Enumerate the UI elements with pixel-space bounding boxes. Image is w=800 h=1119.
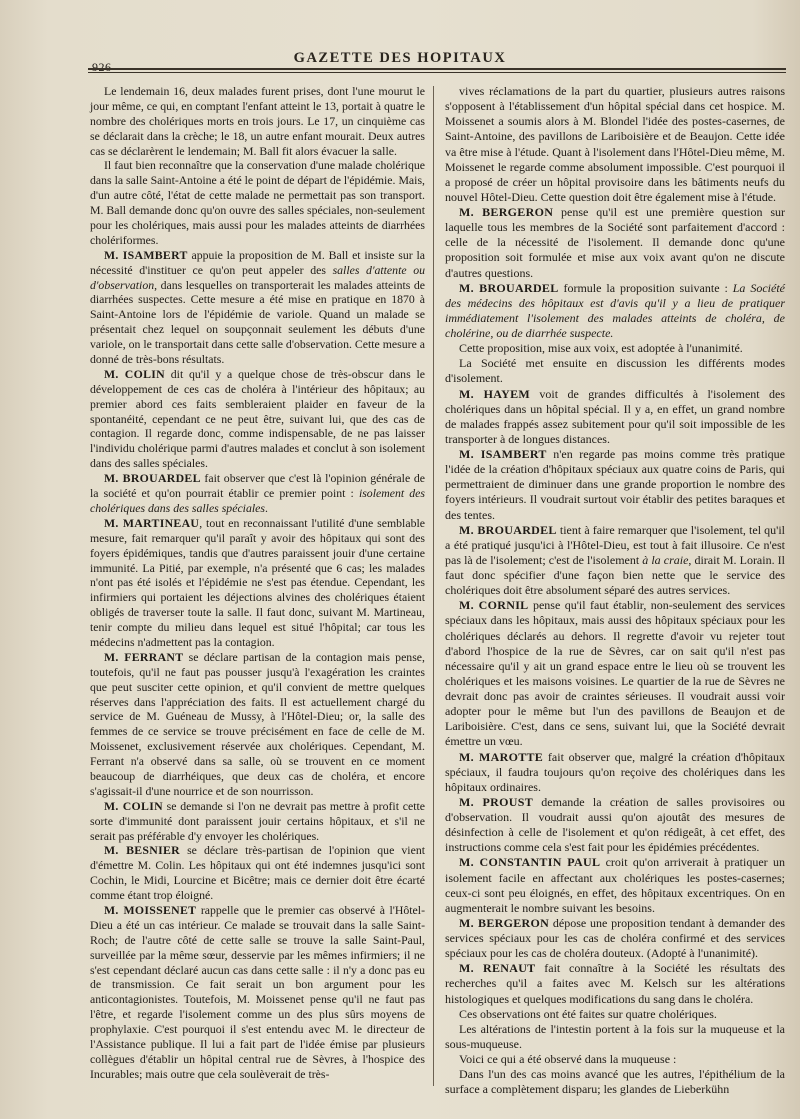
- paragraph-text-continued: , dirait M. Lorain. Il faut donc spécifier d'une façon bien nette que le service des cholériques doit être absolument séparé des autres services.: [445, 552, 785, 598]
- speaker-name: M. BROUARDEL: [459, 522, 557, 537]
- speaker-name: M. BESNIER: [104, 843, 180, 858]
- paragraph-text: se demande si l'on ne devrait pas mettre à profit cette sorte d'immunité dont paraissent jouir certains hôpitaux, et s'il ne serait pas préférable d'y envoyer les cholériques.: [90, 798, 425, 843]
- paragraph-text: Les altérations de l'intestin portent à la fois sur la muqueuse et la sous-muqueuse.: [445, 1021, 785, 1051]
- paragraph: [445, 447, 785, 523]
- speaker-name: M. COLIN: [104, 798, 163, 813]
- column-divider: [433, 86, 434, 1086]
- paragraph: [90, 248, 425, 367]
- paragraph: [445, 341, 785, 356]
- paragraph: [445, 598, 785, 749]
- paragraph: [90, 843, 425, 903]
- speaker-name: M. BROUARDEL: [104, 471, 201, 486]
- paragraph-text: se déclare partisan de la contagion mais pense, toutefois, qu'il ne faut pas pousser jusqu'à l'exagération les craintes que peut susciter cette opinion, et qu'il convient de mettre quelques réserves dans l'appréciation des faits. Il est actuellement chargé du service de M. Guéneau de Mussy, à l'Hôtel-Dieu; or, la salle des femmes de ce service se trouve précisément en face de celle de M. Moissenet, exclusivement réservée aux cholériques. Cependant, M. Ferrant n'a observé dans sa salle, où se trouvent en ce moment beaucoup de diarrhéiques, que deux cas de choléra, et encore s'agissait-il d'une nourrice et de son nourrisson.: [90, 649, 425, 798]
- paragraph: [445, 1067, 785, 1097]
- header-rule-thin: [88, 72, 786, 73]
- right-column: [445, 84, 785, 1097]
- paragraph: [90, 471, 425, 516]
- paragraph-text: La Société met ensuite en discussion les différents modes d'isolement.: [445, 356, 785, 386]
- paragraph-text: Cette proposition, mise aux voix, est adoptée à l'unanimité.: [459, 341, 743, 356]
- speaker-name: M. PROUST: [459, 794, 533, 809]
- speaker-name: M. RENAUT: [459, 961, 536, 976]
- paragraph-text: dit qu'il y a quelque chose de très-obscur dans le développement de ces cas de choléra à l'intérieur des hôpitaux; au premier abord ces faits sembleraient plaider en faveur de la spontanéité, cependant ce ne peut être, suivant lui, que des cas de contagion. Il regarde donc, comme indispensable, de ne pas laisser l'individu cholérique parmi d'autres malades et conclut à son isolement dans des salles spéciales.: [90, 366, 425, 471]
- speaker-name: M. ISAMBERT: [459, 447, 547, 461]
- left-column: [90, 84, 425, 1082]
- italic-text: La Société des médecins des hôpitaux est d'avis qu'il y a lieu de pratiquer immédiatement l'isolement des malades atteints de choléra, de cholérine, ou de diarrhée suspecte.: [445, 280, 785, 340]
- paragraph-text-continued: .: [264, 500, 268, 515]
- paragraph: [445, 750, 785, 795]
- header-rule-thick: [88, 68, 786, 70]
- paragraph: [445, 84, 785, 205]
- speaker-name: M. ISAMBERT: [104, 247, 188, 262]
- paragraph-text-continued: , dans lesquelles on transporterait les malades atteints de diarrhées suspectes. Cette mesure a été mise en pratique en 1870 à Saint-Antoine lors de l'épidémie de variole. Quand un malade se présentait chez lequel on soupçonnait seulement les débuts d'une variole, on le transportait dans cette salle d'observation. Cette mesure a donné de très-bons résultats.: [90, 277, 425, 367]
- paragraph-text: Le lendemain 16, deux malades furent prises, dont l'une mourut le jour même, ce qui, en comptant l'enfant atteint le 13, portait à quatre le nombre des cholériques morts en trois jours. Le 17, un cinquième cas se déclarait dans la crèche; le 18, un autre enfant mourait. Deux autres cas se déclarèrent le lendemain; M. Ball fit alors évacuer la salle.: [90, 84, 425, 158]
- italic-text: à la craie: [642, 552, 689, 567]
- paragraph: [445, 205, 785, 281]
- running-title: GAZETTE DES HOPITAUX: [293, 50, 507, 66]
- paragraph: [90, 367, 425, 471]
- paragraph: [90, 650, 425, 799]
- speaker-name: M. BERGERON: [459, 205, 554, 219]
- paragraph-text: n'en regarde pas moins comme très pratique l'idée de la création d'hôpitaux spéciaux aux quatre coins de Paris, qui permettraient de diminuer dans une grande proportion le nombre des foyers intérieurs. Il voudrait surtout voir établir des petites baraques et des tentes.: [445, 447, 786, 522]
- speaker-name: M. HAYEM: [459, 386, 531, 401]
- paragraph-text: fait observer que, malgré la création d'hôpitaux spéciaux, il faudra toujours qu'on reçoive des cholériques dans les hôpitaux ordinaires.: [445, 749, 785, 794]
- speaker-name: M. CORNIL: [459, 598, 529, 613]
- paragraph-text: se déclare très-partisan de l'opinion que vient d'émettre M. Colin. Les hôpitaux qui ont été indemnes jusqu'ici sont Cochin, le Midi, Lourcine et Bicêtre; mais ce dernier doit être écarté comme étant trop éloigné.: [90, 843, 425, 903]
- paragraph: [90, 903, 425, 1082]
- paragraph-text: demande la création de salles provisoires ou d'observation. Il voudrait aussi qu'on ajoutât des mesures de désinfection à celle de l'isolement et qu'on rédigeât, à cet effet, des instructions comme cela s'est fait pour les épidémies précédentes.: [445, 794, 785, 855]
- paragraph-text: fait connaître à la Société les résultats des recherches qu'il a faites avec M. Kelsch sur les altérations histologiques et quelques modifications du sang dans le choléra.: [445, 961, 785, 1006]
- paragraph-text: croit qu'on arriverait à pratiquer un isolement facile en affectant aux cholériques les postes-casernes; ceux-ci sont peu éloignés, en effet, des hôpitaux excentriques. On en augmenterait le nombre suivant les besoins.: [445, 855, 785, 915]
- paragraph: [445, 1007, 785, 1022]
- paragraph-text: dépose une proposition tendant à demander des services spéciaux pour les cas de choléra confirmé et des services spéciaux pour les cas de choléra douteux. (Adopté à l'unanimité).: [445, 915, 785, 961]
- paragraph-text: , tout en reconnaissant l'utilité d'une semblable mesure, fait remarquer qu'il paraît y avoir des hôpitaux qui sont des foyers épidémiques, tandis que d'autres paraissent jouir d'une certaine immunité. La Pitié, par exemple, n'a présenté que 6 cas; les malades n'ont pas été isolés et l'épidémie ne s'est pas étendue. Cependant, les infirmiers qui portaient les déjections alvines des cholériques étaient obligés de traverser toute la salle. Il faut donc, suivant M. Martineau, tenir compte du milieu dans lequel est situé l'hôpital; car tous les médecins n'admettent pas la contagion.: [90, 515, 425, 649]
- paragraph-text: Il faut bien reconnaître que la conservation d'une malade cholérique dans la salle Saint-Antoine a été le point de départ de l'épidémie. Mais, d'un autre côté, l'état de cette malade ne permettait pas son transport. M. Ball demande donc qu'on ouvre des salles spéciales, non-seulement pour les cholériques, mais aussi pour les malades atteints de diarrhées cholériformes.: [90, 158, 425, 247]
- italic-text: salles d'attente ou d'observation: [90, 262, 425, 292]
- speaker-name: M. CONSTANTIN PAUL: [459, 855, 601, 870]
- paragraph-text: Voici ce qui a été observé dans la muqueuse :: [459, 1052, 677, 1066]
- paragraph-text: formule la proposition suivante :: [558, 280, 733, 295]
- speaker-name: M. BERGERON: [459, 915, 550, 930]
- paragraph: [445, 356, 785, 386]
- paragraph: [445, 795, 785, 856]
- paragraph-text: rappelle que le premier cas observé à l'Hôtel-Dieu a été un cas intérieur. Ce malade se trouvait dans la salle Saint-Roch; de l'autre côté de cette salle se trouve la salle Saint-Paul, surveillée par la même sœur, desservie par les mêmes infirmiers; il ne s'est cependant déclaré aucun cas dans cette salle : il n'y a donc pas eu de transmission. Ce fait serait un bon argument pour les anticontagionistes. Toutefois, M. Moissenet pense qu'il ne faut pas l'être, et regarde l'isolement comme un des plus sûrs moyens de prophylaxie. C'est pourquoi il s'est entendu avec M. le directeur de l'Assistance publique. Il lui a fait part de l'idée émise par plusieurs collègues d'établir un hôpital central rue de Sèvres, à l'hospice des Incurables; mais outre que cela soulèverait de très-: [90, 902, 425, 1081]
- paragraph-text: pense qu'il faut établir, non-seulement des services spéciaux dans les hôpitaux, mais aussi des hôpitaux spéciaux pour les cholériques déclarés au dehors. Il regrette d'avoir vu rejeter tout d'abord l'hospice de la rue de Sèvres, car on sait qu'il n'est pas nécessaire qu'il y ait un grand espace entre le lieu où se trouvent les cholériques et les maisons voisines. Le quartier de la rue de Sèvres ne devrait donc pas avoir de craintes sérieuses. Il voudrait aussi voir adopter pour le même but l'un des pavillons de Beaujon et de Lariboisière. C'est, dans ce sens, suivant lui, que la Société devrait émettre un vœu.: [445, 598, 785, 749]
- paragraph: [445, 1052, 785, 1067]
- speaker-name: M. COLIN: [104, 366, 165, 381]
- speaker-name: M. MOISSENET: [104, 902, 197, 917]
- paragraph: [90, 158, 425, 247]
- paragraph: [445, 523, 785, 599]
- paragraph: [445, 281, 785, 342]
- speaker-name: M. FERRANT: [104, 649, 184, 664]
- paragraph: [445, 916, 785, 961]
- paragraph: [90, 516, 425, 650]
- paragraph-text: fait observer que c'est là l'opinion générale de la société et qu'on pourrait établir ce premier point :: [90, 471, 425, 501]
- paragraph: [445, 1022, 785, 1052]
- speaker-name: M. BROUARDEL: [459, 280, 559, 295]
- paragraph: [90, 84, 425, 158]
- paragraph: [445, 387, 785, 448]
- speaker-name: M. MAROTTE: [459, 749, 544, 764]
- paragraph: [445, 855, 785, 916]
- page-number: 926: [92, 60, 112, 74]
- italic-text: isolement des cholériques dans des salles spéciales: [90, 486, 426, 515]
- paragraph-text: tient à faire remarquer que l'isolement, tel qu'il a été pratiqué jusqu'ici à l'Hôtel-Dieu, est tout à fait illusoire. Ce n'est pas là de l'isolement; c'est de l'isolement: [445, 522, 785, 567]
- paragraph-text: voit de grandes difficultés à l'isolement des cholériques dans un hôpital spécial. Il y a, en effet, un grand nombre de malades frappés assez subitement pour qu'il soit impossible de les transporter à de longues distances.: [445, 386, 785, 446]
- paragraph-text: appuie la proposition de M. Ball et insiste sur la nécessité d'instituer ce qu'on peut appeler des: [90, 247, 425, 277]
- paragraph-text: pense qu'il est une première question sur laquelle tous les membres de la Société sont parfaitement d'accord : celle de la nécessité de l'isolement. Il demande donc qu'une proposition soit formulée et mise aux voix avant qu'on ne discute d'autres questions.: [445, 205, 785, 280]
- speaker-name: M. MARTINEAU: [104, 515, 200, 530]
- paragraph-text: vives réclamations de la part du quartier, plusieurs autres raisons s'opposent à l'établissement d'un hôpital spécial dans cet hospice. M. Moissenet a soumis alors à M. Blondel l'idée des postes-casernes, de Saint-Antoine, des pavillons de Lariboisière et de Beaujon. Cette idée va être mise à l'étude. Quant à l'isolement dans l'Hôtel-Dieu même, M. Moissenet le regarde comme absolument impossible. C'est pourquoi il a proposé de créer un hôpital provisoire dans les bâtiments neufs du nouvel Hôtel-Dieu. Cette question doit être également mise à l'étude.: [445, 84, 785, 204]
- paragraph-text: Ces observations ont été faites sur quatre cholériques.: [459, 1006, 717, 1021]
- paragraph: [90, 799, 425, 844]
- paragraph: [445, 961, 785, 1006]
- paragraph-text: Dans l'un des cas moins avancé que les autres, l'épithélium de la surface a complètement disparu; les glandes de Lieberkühn: [445, 1067, 785, 1097]
